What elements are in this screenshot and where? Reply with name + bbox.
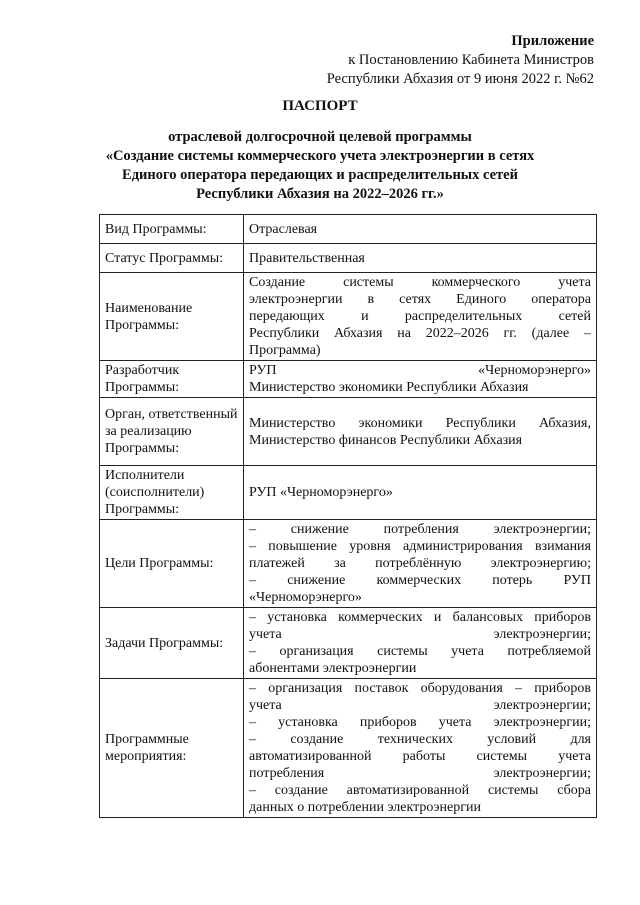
- row-value-line: Министерство экономики Республики Абхазия,: [249, 415, 591, 431]
- row-value-line: – снижение потребления электроэнергии;: [249, 522, 591, 537]
- row-value: [244, 608, 597, 679]
- table-row: [100, 244, 597, 273]
- row-value: [244, 361, 597, 398]
- subtitle-line: «Создание системы коммерческого учета электроэнергии в сетях: [105, 148, 535, 164]
- row-value-line: РУП «Черноморэнерго»: [249, 485, 393, 500]
- row-value-line: – организация поставок оборудования – приборов: [249, 681, 591, 696]
- row-value-line: – создание автоматизированной системы сбора: [249, 783, 591, 798]
- appendix-line-1: к Постановлению Кабинета Министров: [348, 52, 594, 68]
- subtitle-line: отраслевой долгосрочной целевой программы: [168, 129, 472, 145]
- row-value-line: абонентами электроэнергии: [249, 661, 417, 676]
- row-label: Орган, ответственный за реализацию Программы:: [100, 398, 244, 466]
- row-value: [244, 215, 597, 244]
- row-value-line: – снижение коммерческих потерь РУП: [249, 573, 591, 588]
- row-value-line: – установка приборов учета электроэнергии;: [249, 715, 591, 730]
- appendix-block: [327, 32, 594, 89]
- row-value-line: передающих и распределительных сетей: [249, 309, 591, 324]
- row-value-line: – организация системы учета потребляемой: [249, 644, 591, 659]
- subtitle-line: Единого оператора передающих и распределительных сетей: [122, 167, 518, 183]
- row-value-line: – повышение уровня администрирования взимания: [249, 539, 591, 554]
- row-value-line: данных о потреблении электроэнергии: [249, 800, 481, 815]
- table-row: [100, 273, 597, 361]
- table-row: [100, 608, 597, 679]
- row-value-line: – установка коммерческих и балансовых приборов: [249, 610, 591, 625]
- row-value-line: Создание системы коммерческого учета: [249, 275, 591, 290]
- table-row: [100, 520, 597, 608]
- row-value: [244, 466, 597, 520]
- subtitle-line: Республики Абхазия на 2022–2026 гг.»: [196, 186, 444, 202]
- row-label: Наименование Программы:: [100, 273, 244, 361]
- appendix-line-2: Республики Абхазия от 9 июня 2022 г. №62: [326, 71, 594, 87]
- row-value: [244, 679, 597, 818]
- row-label: Исполнители (соисполнители) Программы:: [100, 466, 244, 520]
- row-label: Разработчик Программы:: [100, 361, 244, 398]
- row-value-line: РУП «Черноморэнерго»: [249, 363, 591, 378]
- appendix-title: Приложение: [511, 33, 594, 49]
- row-value-line: – создание технических условий для: [249, 732, 591, 747]
- row-value: [244, 244, 597, 273]
- row-value-line: автоматизированной работы системы учета: [249, 749, 591, 764]
- row-value-line: «Черноморэнерго»: [249, 590, 362, 605]
- row-value: [244, 273, 597, 361]
- row-label: Программные мероприятия:: [100, 679, 244, 818]
- document-subtitle: [0, 128, 640, 204]
- table-row: [100, 361, 597, 398]
- table-row: [100, 215, 597, 244]
- row-value-line: Отраслевая: [249, 221, 318, 237]
- row-value-line: Правительственная: [249, 250, 365, 266]
- row-value-line: учета электроэнергии;: [249, 698, 591, 713]
- passport-table: [99, 214, 597, 818]
- row-value-line: Республики Абхазия на 2022–2026 гг. (далее –: [249, 326, 591, 341]
- row-label: Вид Программы:: [100, 215, 244, 244]
- row-label: Цели Программы:: [100, 520, 244, 608]
- row-value-line: Министерство финансов Республики Абхазия: [249, 432, 523, 448]
- row-label: Статус Программы:: [100, 244, 244, 273]
- row-value-line: электроэнергии в сетях Единого оператора: [249, 292, 591, 307]
- table-row: [100, 679, 597, 818]
- table-row: [100, 466, 597, 520]
- row-value-line: Программа): [249, 343, 321, 358]
- row-value-line: учета электроэнергии;: [249, 627, 591, 642]
- row-value-line: платежей за потреблённую электроэнергию;: [249, 556, 591, 571]
- row-value-line: потребления электроэнергии;: [249, 766, 591, 781]
- table-row: [100, 398, 597, 466]
- row-value: [244, 398, 597, 466]
- row-value-line: Министерство экономики Республики Абхазия: [249, 380, 529, 395]
- row-value: [244, 520, 597, 608]
- document-title: ПАСПОРТ: [282, 98, 358, 114]
- row-label: Задачи Программы:: [100, 608, 244, 679]
